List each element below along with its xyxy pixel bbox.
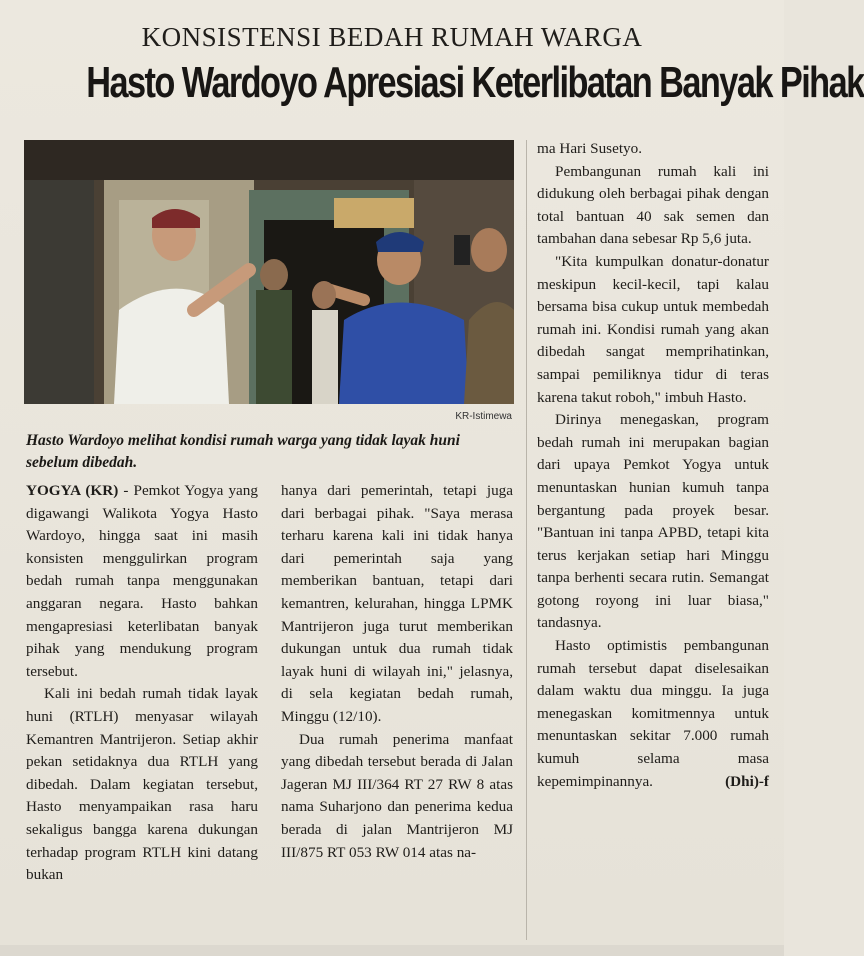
photo-credit: KR-Istimewa	[455, 411, 512, 422]
paragraph-text: Hasto optimistis pembangunan rumah tersebut dapat diselesaikan dalam waktu dua minggu. Ia juga menegaskan komitmennya untuk menuntaskan sekitar 7.000 rumah kumuh selama masa kepemimpinannya.	[537, 637, 769, 790]
article-kicker: KONSISTENSI BEDAH RUMAH WARGA	[141, 22, 643, 52]
paragraph: Kali ini bedah rumah tidak layak huni (RTLH) menyasar wilayah Kemantren Mantrijeron. Setiap akhir pekan setidaknya dua RTLH yang dibedah. Dalam kegiatan tersebut, Hasto menyampaikan rasa haru sekaligus bangga karena dukungan terhadap program RTLH kini datang bukan	[26, 685, 258, 884]
paragraph-text: - Pemkot Yogya yang digawangi Walikota Yogya Hasto Wardoyo, hingga saat ini masih konsisten menggulirkan program bedah rumah tanpa menggunakan anggaran negara. Hasto bahkan mengapresiasi keterlibatan banyak pihak yang mendukung program tersebut.	[26, 482, 258, 680]
article-headline: Hasto Wardoyo Apresiasi Keterlibatan Banyak Pihak	[86, 58, 864, 107]
paragraph: Pembangunan rumah kali ini didukung oleh berbagai pihak dengan total bantuan 40 sak semen dan tambahan dana sebesar Rp 5,6 juta.	[537, 162, 769, 248]
article-column-2	[281, 480, 513, 864]
photo-illustration	[24, 140, 514, 404]
paragraph: Dua rumah penerima manfaat yang dibedah tersebut berada di Jalan Jageran MJ III/364 RT 27 RW 8 atas nama Suharjono dan penerima kedua berada di jalan Mantrijeron MJ III/875 RT 053 RW 014 atas na-	[281, 730, 513, 861]
paragraph	[26, 480, 258, 683]
paragraph: Dirinya menegaskan, program bedah rumah ini merupakan bagian dari upaya Pemkot Yogya untuk menuntaskan hunian kumuh tanpa bergantung pada proyek besar. "Bantuan ini tanpa APBD, tetapi kita terus kerjakan setiap hari Minggu tanpa berhenti secara rutin. Semangat gotong royong ini luar biasa," tandasnya.	[537, 411, 769, 632]
paragraph: "Kita kumpulkan donatur-donatur meskipun kecil-kecil, tapi kalau bersama bisa cukup untuk membedah rumah ini. Kondisi rumah yang akan dibedah sangat memprihatinkan, sampai pemiliknya tidur di teras karena takut roboh," imbuh Hasto.	[537, 252, 769, 406]
paragraph: ma Hari Susetyo.	[537, 140, 643, 157]
article-photo	[24, 140, 514, 404]
paragraph: hanya dari pemerintah, tetapi juga dari berbagai pihak. "Saya merasa terharu karena kali ini tidak hanya dari pemerintah saja yang memberikan bantuan, tetapi dari kemantren, kelurahan, hingga LPMK Mantrijeron juga turut memberikan dukungan untuk dua rumah tidak layak huni di wilayah ini," jelasnya, di sela kegiatan bedah rumah, Minggu (12/10).	[281, 482, 513, 725]
article-column-3	[537, 138, 769, 793]
article-dateline: YOGYA (KR)	[26, 482, 119, 499]
next-article-edge	[0, 945, 784, 956]
photo-caption: Hasto Wardoyo melihat kondisi rumah warga yang tidak layak huni sebelum dibedah.	[26, 432, 460, 471]
paragraph	[537, 635, 769, 793]
column-divider	[526, 140, 527, 940]
article-column-1	[26, 480, 258, 887]
author-signature: (Dhi)-f	[725, 772, 769, 790]
